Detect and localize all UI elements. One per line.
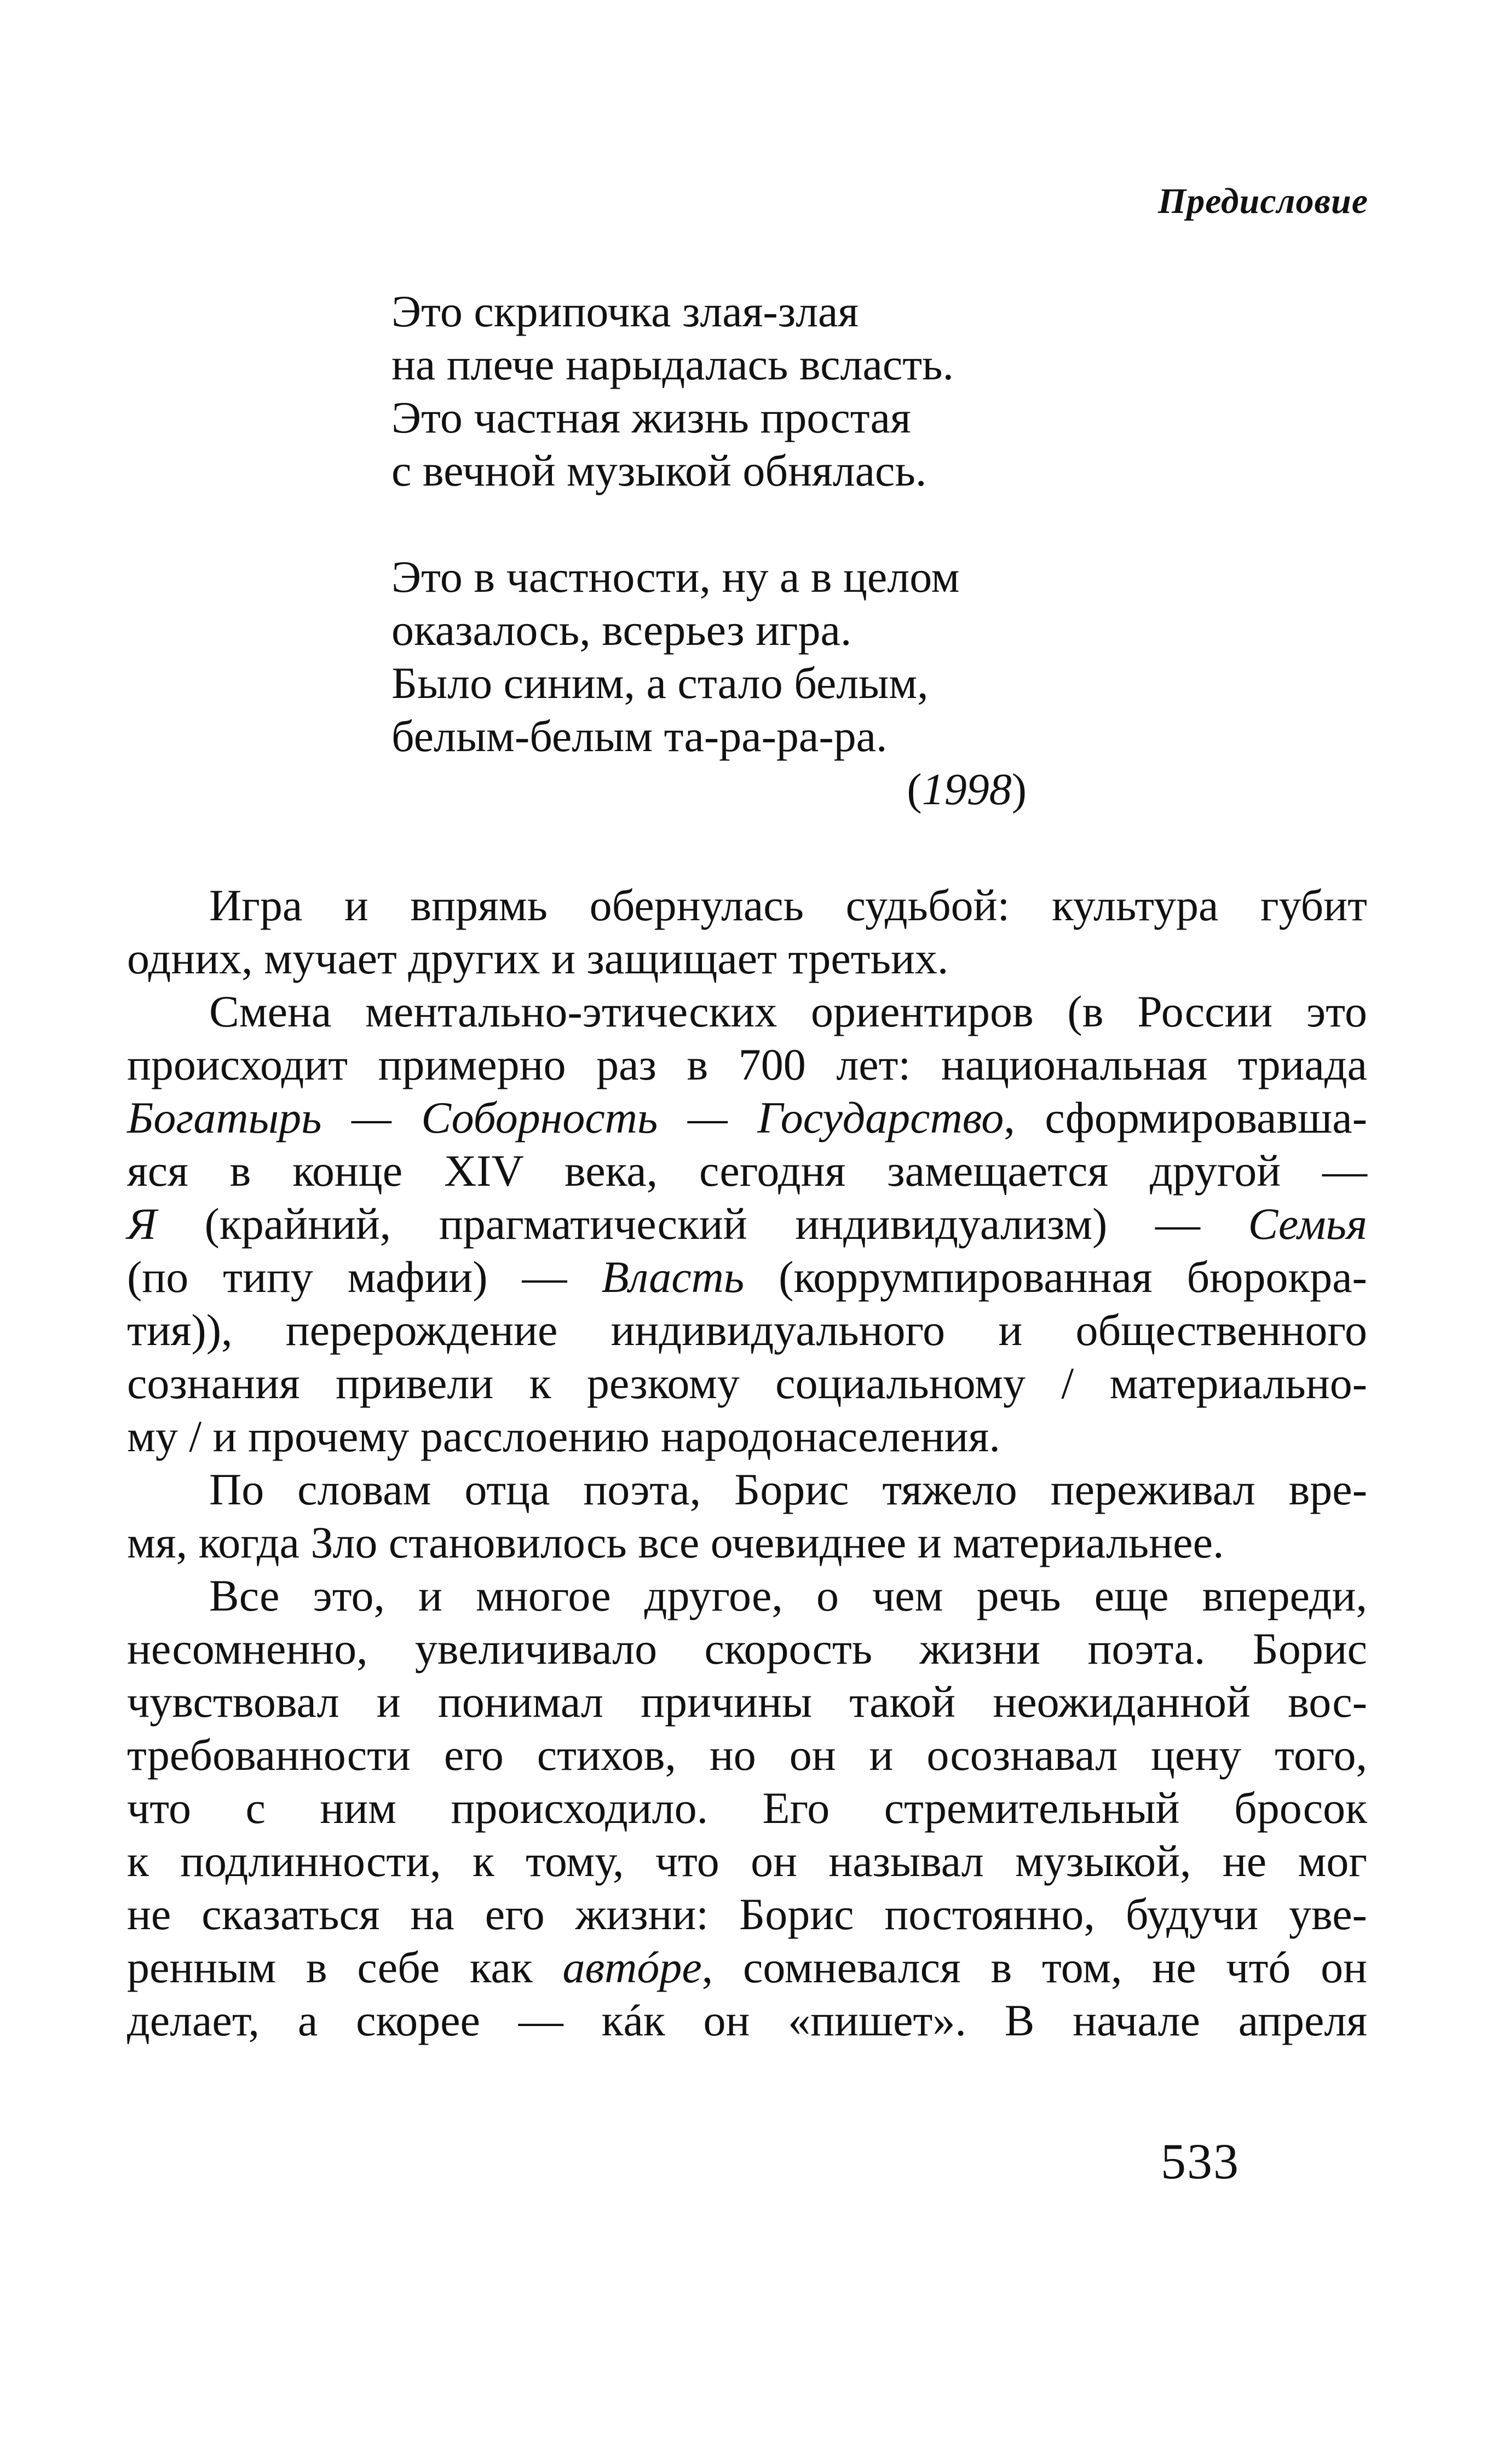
poem-line: с вечной музыкой обнялась.	[391, 446, 927, 495]
text-line: к подлинности, к тому, что он называл музыкой, не мог	[127, 1836, 1367, 1886]
poem-line: Это частная жизнь простая	[391, 393, 911, 442]
italic-phrase: Власть	[601, 1252, 745, 1302]
text-line: (по типу мафии) — Власть (коррумпированная бюрокра-	[127, 1252, 1367, 1302]
text-line: несомненно, увеличивало скорость жизни поэта. Борис	[127, 1624, 1367, 1674]
italic-phrase: автóре	[562, 1942, 702, 1992]
text-line: происходит примерно раз в 700 лет: национальная триада	[127, 1040, 1367, 1089]
paragraph	[127, 1463, 1367, 1569]
poem-date	[391, 763, 1027, 816]
text-line: По словам отца поэта, Борис тяжело переживал вре-	[209, 1464, 1367, 1514]
text-line: сознания привели к резкому социальному / материально-	[127, 1358, 1367, 1408]
poem-stanza	[391, 550, 1049, 816]
text-line: чувствовал и понимал причины такой неожиданной вос-	[127, 1677, 1367, 1727]
poem-line: оказалось, всерьез игра.	[391, 605, 852, 655]
poem-line: белым-белым та-ра-ра-ра.	[391, 711, 888, 761]
poem-line: Это в частности, ну а в целом	[391, 552, 960, 602]
poem-line: на плече нарыдалась всласть.	[391, 339, 954, 389]
text-line: требованности его стихов, но он и осознавал цену того,	[127, 1730, 1367, 1780]
text-line: Богатырь — Соборность — Государство, сформировавша-	[127, 1093, 1367, 1142]
running-head: Предисловие	[1157, 181, 1368, 221]
paragraph	[127, 985, 1367, 1463]
text-line: что с ним происходило. Его стремительный бросок	[127, 1783, 1367, 1833]
text-line: ренным в себе как автóре, сомневался в том, не чтó он	[127, 1942, 1367, 1992]
poem-date-year: 1998	[921, 764, 1012, 814]
text-line: му / и прочему расслоению народонаселения.	[127, 1411, 1000, 1461]
text-line: Все это, и многое другое, о чем речь еще впереди,	[209, 1571, 1367, 1620]
italic-phrase: Семья	[1248, 1199, 1367, 1249]
poem	[391, 285, 1049, 816]
text-line: мя, когда Зло становилось все очевиднее и материальнее.	[127, 1517, 1224, 1567]
text-line: делает, а скорее — кáк он «пишет». В начале апреля	[127, 1995, 1367, 2045]
text-line: яся в конце XIV века, сегодня замещается другой —	[127, 1146, 1367, 1196]
text-line: одних, мучает других и защищает третьих.	[127, 933, 949, 983]
paragraph	[127, 879, 1367, 985]
prose-body	[127, 879, 1367, 2047]
text-line: Игра и впрямь обернулась судьбой: культура губит	[209, 880, 1367, 930]
poem-stanza	[391, 285, 1049, 497]
text-line: Я (крайний, прагматический индивидуализм) — Семья	[127, 1199, 1367, 1249]
poem-date-close-paren: )	[1011, 764, 1027, 814]
poem-line: Было синим, а стало белым,	[391, 658, 929, 708]
paragraph	[127, 1569, 1367, 2047]
text-line: тия)), перерождение индивидуального и общественного	[127, 1305, 1367, 1355]
italic-phrase: Богатырь — Соборность — Государство	[127, 1093, 1004, 1142]
text-line: Смена ментально-этических ориентиров (в России это	[209, 986, 1367, 1036]
poem-line: Это скрипочка злая-злая	[391, 286, 859, 336]
text-line: не сказаться на его жизни: Борис постоянно, будучи уве-	[127, 1889, 1367, 1939]
page-number: 533	[1161, 2133, 1240, 2189]
italic-phrase: Я	[127, 1199, 157, 1249]
poem-date-open-paren: (	[907, 764, 922, 814]
